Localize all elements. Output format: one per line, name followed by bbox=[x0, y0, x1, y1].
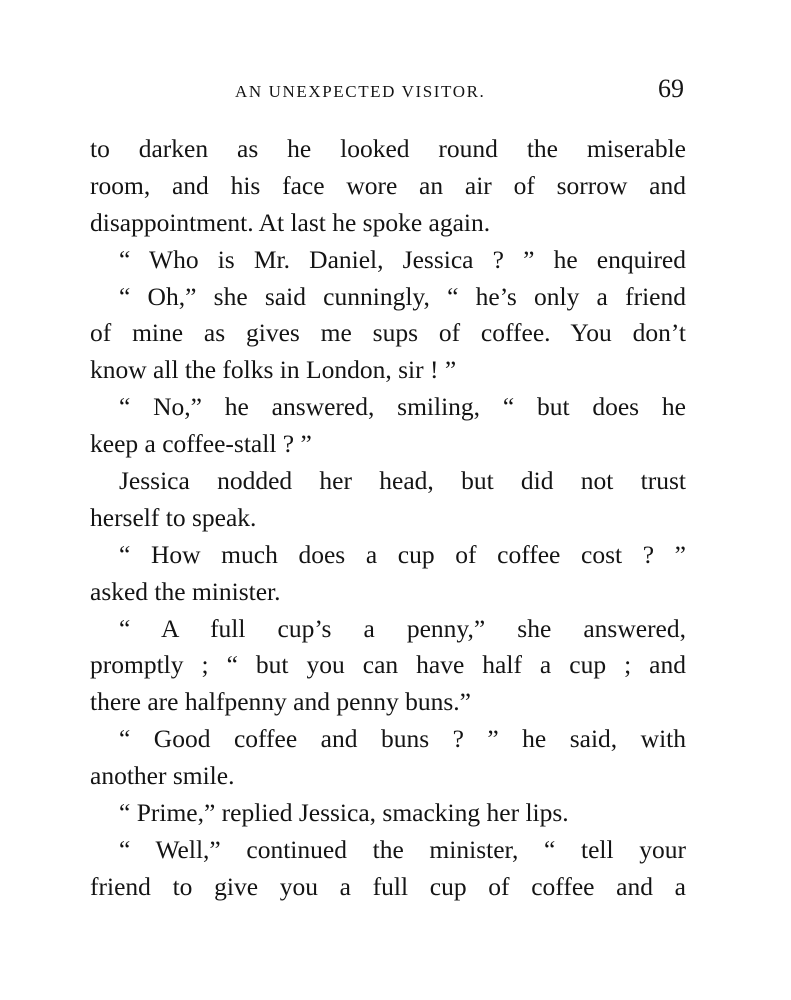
text-line: “ Well,” continued the minister, “ tell your bbox=[119, 834, 686, 864]
text-line: “ Oh,” she said cunningly, “ he’s only a friend bbox=[119, 281, 686, 311]
text-line: “ How much does a cup of coffee cost ? ” bbox=[119, 539, 686, 569]
body-text bbox=[90, 131, 686, 906]
running-head: AN UNEXPECTED VISITOR. bbox=[235, 82, 486, 101]
text-line: “ No,” he answered, smiling, “ but does he bbox=[119, 392, 686, 422]
text-line: know all the folks in London, sir ! ” bbox=[90, 355, 457, 385]
text-line: asked the minister. bbox=[90, 576, 281, 606]
text-line: room, and his face wore an air of sorrow and bbox=[90, 170, 686, 200]
text-line: promptly ; “ but you can have half a cup ; and bbox=[90, 650, 686, 680]
text-line: herself to speak. bbox=[90, 502, 257, 532]
text-line: disappointment. At last he spoke again. bbox=[90, 207, 491, 237]
text-line: another smile. bbox=[90, 761, 235, 791]
text-line: “ A full cup’s a penny,” she answered, bbox=[119, 613, 686, 643]
text-line: there are halfpenny and penny buns.” bbox=[90, 687, 471, 717]
text-line: “ Who is Mr. Daniel, Jessica ? ” he enquired bbox=[119, 244, 686, 274]
text-line: of mine as gives me sups of coffee. You don’t bbox=[90, 318, 686, 348]
text-line: “ Prime,” replied Jessica, smacking her lips. bbox=[119, 798, 569, 828]
text-line: friend to give you a full cup of coffee and a bbox=[90, 871, 686, 901]
text-line: Jessica nodded her head, but did not trust bbox=[119, 466, 686, 496]
text-line: to darken as he looked round the miserable bbox=[90, 134, 686, 163]
text-line: keep a coffee-stall ? ” bbox=[90, 429, 312, 459]
page-number: 69 bbox=[658, 74, 684, 103]
text-line: “ Good coffee and buns ? ” he said, with bbox=[119, 724, 686, 754]
page-header bbox=[90, 76, 686, 108]
